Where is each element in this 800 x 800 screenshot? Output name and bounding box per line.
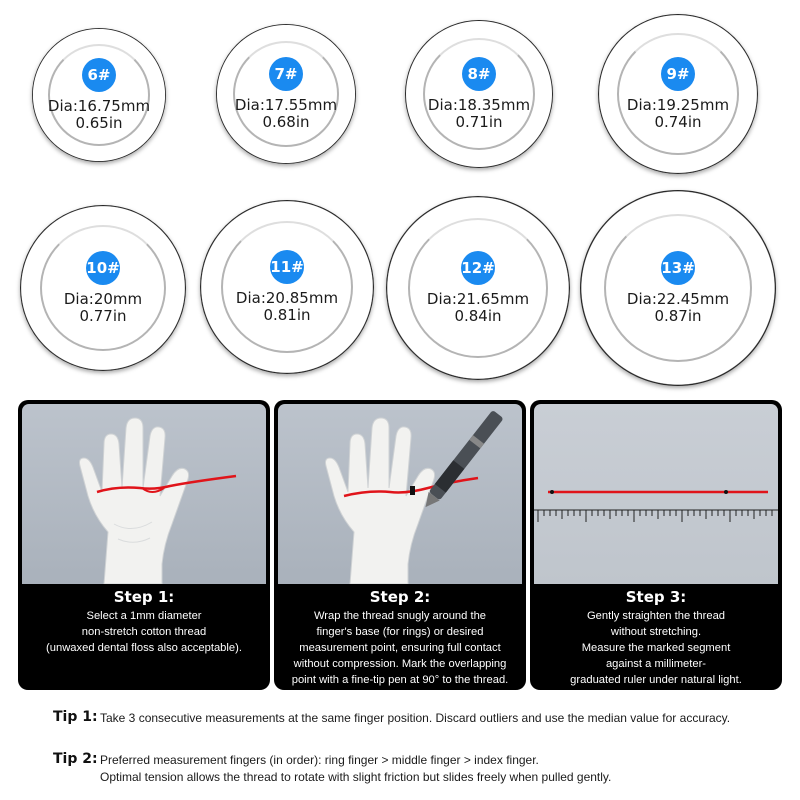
ring-size-12 <box>386 196 570 380</box>
tip-line: Take 3 consecutive measurements at the same finger position. Discard outliers and use the median value for accuracy. <box>100 711 731 725</box>
diameter-mm: Dia:17.55mm <box>234 96 338 114</box>
step-line: point with a fine-tip pen at 90° to the thread. <box>291 674 509 686</box>
diameter-mm: Dia:18.35mm <box>427 96 531 114</box>
step-line: graduated ruler under natural light. <box>570 674 742 686</box>
step-description <box>536 608 776 688</box>
step-line: Select a 1mm diameter <box>86 610 202 622</box>
step-line: without compression. Mark the overlapping <box>293 658 507 670</box>
tip-line: Optimal tension allows the thread to rotate with slight friction but slides freely when pulled gently. <box>100 770 612 784</box>
size-badge: 11# <box>270 250 304 284</box>
diameter-in: 0.87in <box>654 307 702 325</box>
ring-size-13 <box>580 190 776 386</box>
diameter-mm: Dia:19.25mm <box>626 96 730 114</box>
size-badge: 6# <box>82 58 116 92</box>
tip-1-text <box>100 710 730 727</box>
diameter-in: 0.65in <box>75 114 123 132</box>
step-line: non-stretch cotton thread <box>81 626 207 638</box>
ring-size-6 <box>32 28 166 162</box>
size-badge: 8# <box>462 57 496 91</box>
diameter-mm: Dia:21.65mm <box>426 290 530 308</box>
diameter-in: 0.81in <box>263 306 311 324</box>
tip-2-text <box>100 752 611 786</box>
diameter-mm: Dia:20.85mm <box>235 289 339 307</box>
step-line: Wrap the thread snugly around the <box>313 610 487 622</box>
diameter-in: 0.77in <box>79 307 127 325</box>
tip-2-label: Tip 2: <box>53 751 98 767</box>
hand-image <box>22 404 266 584</box>
size-badge: 12# <box>461 251 495 285</box>
ring-size-10 <box>20 205 186 371</box>
hand-with-pen-image <box>278 404 522 584</box>
step-description <box>280 608 520 688</box>
ruler-icon <box>534 510 778 522</box>
diameter-mm: Dia:16.75mm <box>47 97 151 115</box>
ring-size-9 <box>598 14 758 174</box>
step-1-panel <box>18 400 270 690</box>
size-badge: 9# <box>661 57 695 91</box>
step-description <box>24 608 264 656</box>
step-2-panel <box>274 400 526 690</box>
size-badge: 13# <box>661 251 695 285</box>
pen-icon <box>420 410 504 512</box>
step-title: Step 1: <box>113 588 175 606</box>
step-line: (unwaxed dental floss also acceptable). <box>46 642 242 654</box>
diameter-mm: Dia:22.45mm <box>626 290 730 308</box>
size-badge: 10# <box>86 251 120 285</box>
diameter-in: 0.74in <box>654 113 702 131</box>
size-badge: 7# <box>269 57 303 91</box>
step-line: measurement point, ensuring full contact <box>299 642 501 654</box>
tip-line: Preferred measurement fingers (in order): ring finger > middle finger > index finger. <box>100 753 539 767</box>
step-line: without stretching. <box>610 626 702 638</box>
diameter-in: 0.68in <box>262 113 310 131</box>
step-line: Gently straighten the thread <box>586 610 726 622</box>
ring-size-11 <box>200 200 374 374</box>
step-3-panel <box>530 400 782 690</box>
ring-size-7 <box>216 24 356 164</box>
tip-1-label: Tip 1: <box>53 709 98 725</box>
step-line: finger's base (for rings) or desired <box>316 626 484 638</box>
step-title: Step 3: <box>625 588 687 606</box>
ruler-image <box>534 404 778 584</box>
diameter-mm: Dia:20mm <box>63 290 143 308</box>
diameter-in: 0.84in <box>454 307 502 325</box>
step-title: Step 2: <box>369 588 431 606</box>
ring-size-8 <box>405 20 553 168</box>
step-line: Measure the marked segment <box>581 642 731 654</box>
diameter-in: 0.71in <box>455 113 503 131</box>
step-line: against a millimeter- <box>605 658 707 670</box>
